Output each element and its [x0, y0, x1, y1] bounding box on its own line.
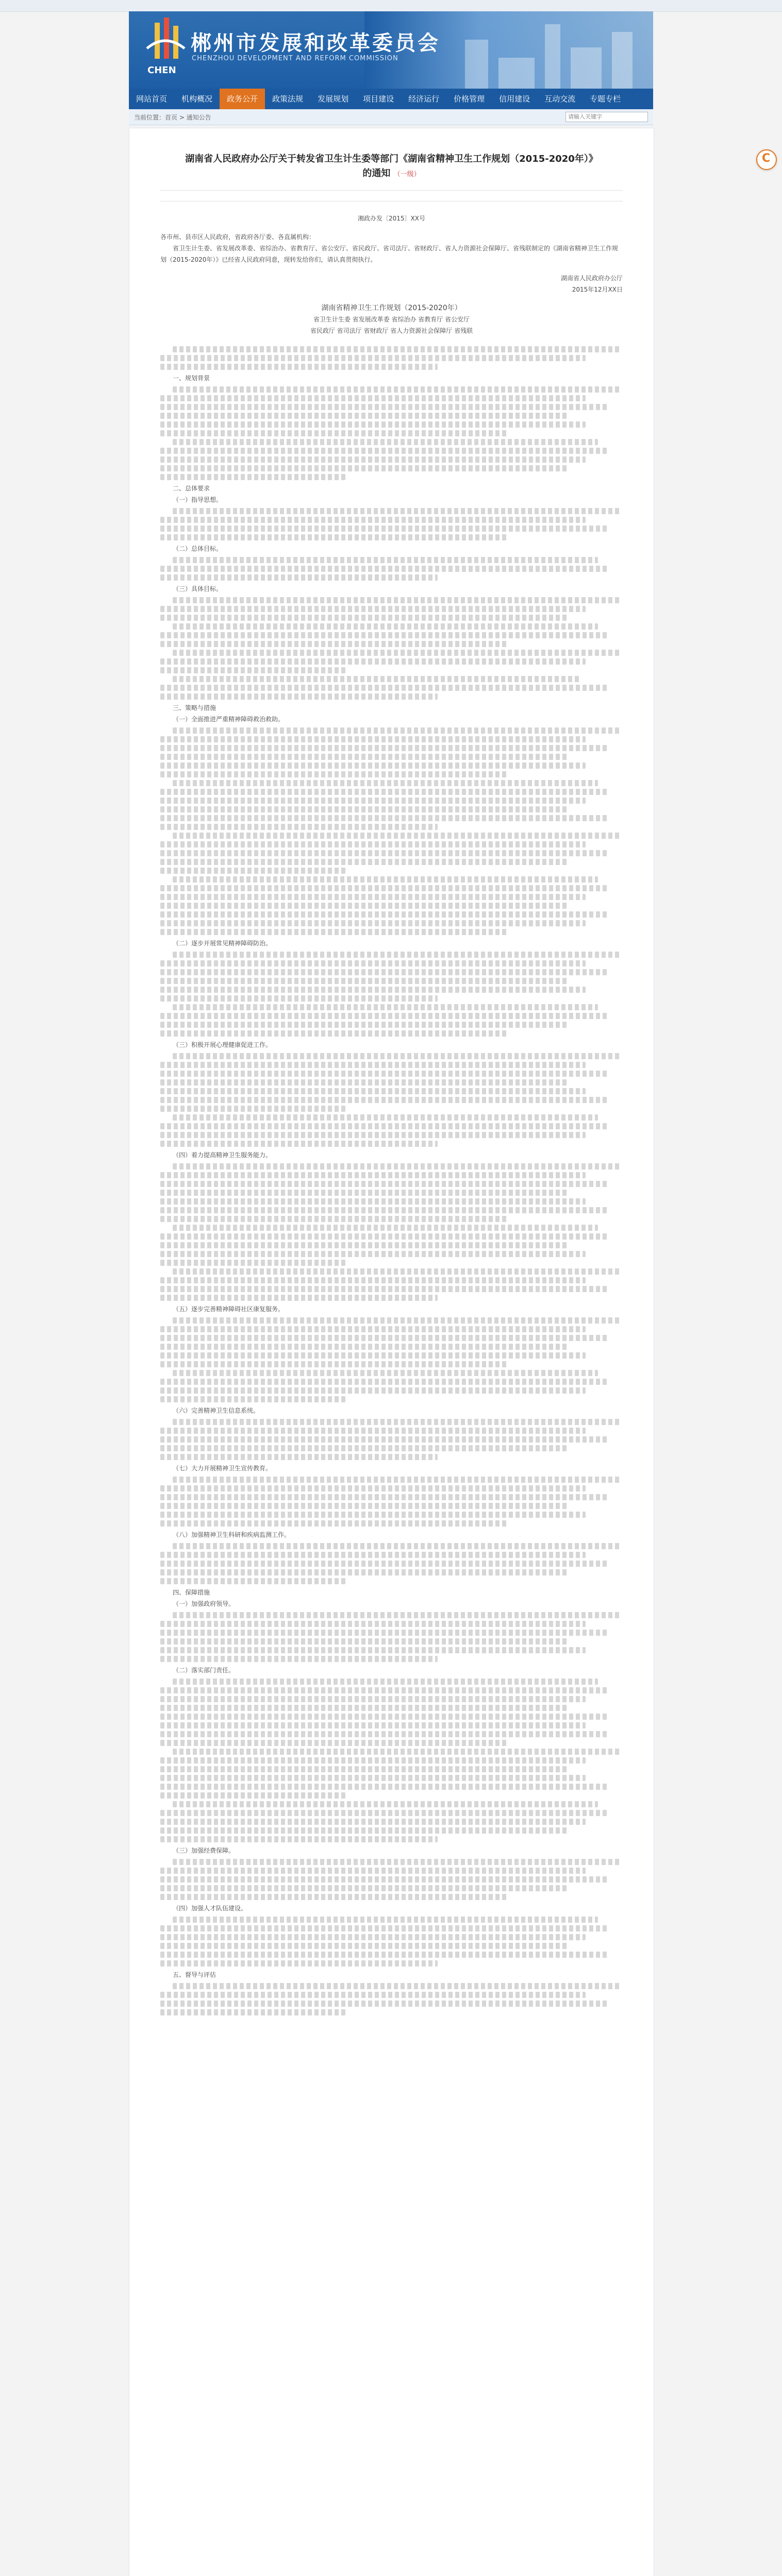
nav-item-credit[interactable]: 信用建设: [499, 94, 530, 104]
paragraph-line: [160, 1030, 507, 1037]
site-title: 郴州市发展和改革委员会: [191, 31, 440, 55]
salutation: 各市州、县市区人民政府，省政府各厅委、各直属机构：: [160, 233, 315, 241]
building-shape: [571, 47, 602, 89]
paragraph-line: [160, 1569, 567, 1575]
subsection-heading: （三）积极开展心理健康促进工作。: [173, 1041, 272, 1048]
plan-agencies-1: 省卫生计生委 省发展改革委 省综治办 省教育厅 省公安厅: [313, 316, 470, 323]
paragraph-line: [160, 960, 586, 967]
paragraph-line: [160, 1436, 609, 1443]
paragraph-line: [173, 1477, 621, 1483]
paragraph-line: [173, 1543, 621, 1549]
paragraph-line: [160, 762, 586, 769]
article-level-tag: （一级）: [393, 171, 421, 178]
paragraph-line: [160, 1097, 609, 1103]
paragraph-line: [160, 1621, 586, 1627]
paragraph-line: [160, 841, 586, 848]
paragraph-line: [160, 1784, 609, 1790]
subsection-heading: （三）加强经费保障。: [173, 1847, 235, 1854]
paragraph-line: [173, 1419, 621, 1425]
section-heading: 五、督导与评估: [173, 1971, 217, 1978]
paragraph-line: [160, 1141, 438, 1147]
paragraph-line: [160, 824, 438, 830]
subsection-heading: （一）指导思想。: [173, 496, 223, 503]
paragraph-line: [160, 1123, 609, 1129]
paragraph-line: [173, 1983, 621, 1989]
paragraph-line: [173, 623, 598, 630]
subsection-heading: （二）总体目标。: [173, 545, 223, 552]
paragraph-line: [160, 685, 609, 691]
paragraph-line: [160, 745, 609, 751]
paragraph-line: [160, 1088, 586, 1094]
paragraph-line: [160, 868, 345, 874]
section-heading: 四、保障措施: [173, 1589, 210, 1596]
paragraph-line: [160, 815, 609, 821]
article-card: [129, 128, 654, 2576]
floating-service-icon[interactable]: [756, 149, 777, 170]
article-meta-divider: [160, 190, 623, 201]
paragraph-line: [160, 920, 586, 926]
paragraph-line: [160, 456, 586, 463]
paragraph-line: [160, 1396, 345, 1402]
paragraph-line: [160, 693, 438, 700]
article-title-text: 湖南省人民政府办公厅关于转发省卫生计生委等部门《湖南省精神卫生工作规划（2015-2020年）》的通知: [185, 154, 598, 179]
paragraph-line: [173, 833, 621, 839]
paragraph-line: [173, 1801, 598, 1807]
paragraph-line: [173, 1370, 598, 1376]
paragraph-line: [160, 929, 507, 935]
section-heading: 三、策略与措施: [173, 704, 217, 711]
section-heading: 二、总体要求: [173, 485, 210, 492]
paragraph-line: [160, 1714, 609, 1720]
paragraph-line: [160, 1216, 507, 1222]
paragraph-line: [160, 736, 586, 742]
paragraph-line: [173, 727, 621, 734]
top-strip: [0, 0, 782, 12]
paragraph-line: [160, 430, 507, 436]
paragraph-line: [160, 1561, 609, 1567]
paragraph-line: [160, 969, 609, 975]
paragraph-line: [160, 1494, 609, 1500]
spacer: [160, 224, 623, 231]
paragraph-line: [160, 1181, 609, 1187]
paragraph-line: [160, 1638, 567, 1645]
paragraph-line: [160, 1454, 438, 1460]
building-shape: [545, 24, 560, 89]
paragraph-line: [160, 1190, 567, 1196]
paragraph-line: [160, 987, 586, 993]
breadcrumb[interactable]: 当前位置：首页 > 通知公告: [134, 113, 211, 121]
nav-item-planning[interactable]: 发展规划: [318, 94, 349, 104]
spacer: [160, 265, 623, 273]
logo-text: CHEN: [147, 65, 176, 76]
paragraph-line: [160, 1894, 507, 1900]
paragraph-line: [160, 1705, 567, 1711]
paragraph-line: [160, 1687, 609, 1693]
nav-item-topics[interactable]: 专题专栏: [590, 94, 621, 104]
paragraph-line: [160, 1512, 586, 1518]
paragraph-line: [160, 859, 567, 865]
paragraph-line: [160, 667, 345, 673]
paragraph-line: [160, 465, 567, 471]
paragraph-line: [160, 1766, 567, 1772]
breadcrumb-bar: [129, 109, 653, 125]
issue-date: 2015年12月XX日: [572, 286, 623, 293]
paragraph-line: [173, 508, 621, 514]
paragraph-line: [160, 1132, 586, 1138]
paragraph-line: [160, 789, 609, 795]
subsection-heading: （二）逐步开展常见精神障碍防治。: [173, 940, 272, 947]
nav-item-economy[interactable]: 经济运行: [408, 94, 440, 104]
paragraph-line: [160, 1925, 609, 1931]
paragraph-line: [160, 885, 609, 891]
paragraph-line: [160, 903, 567, 909]
subsection-heading: （七）大力开展精神卫生宣传教育。: [173, 1465, 272, 1472]
nav-item-policy[interactable]: 政策法规: [272, 94, 304, 104]
paragraph-line: [160, 1827, 567, 1834]
spacer: [160, 336, 623, 344]
paragraph-line: [160, 658, 586, 665]
paragraph-line: [160, 1022, 567, 1028]
paragraph-line: [160, 1810, 609, 1816]
paragraph-line: [160, 606, 586, 612]
paragraph-line: [160, 1552, 586, 1558]
paragraph-line: [173, 1612, 621, 1618]
paragraph-line: [160, 1071, 609, 1077]
site-logo-icon[interactable]: [144, 18, 186, 78]
paragraph-line: [160, 1242, 567, 1248]
paragraph-line: [160, 1722, 586, 1728]
paragraph-line: [160, 1428, 586, 1434]
spacer: [160, 295, 623, 302]
paragraph-line: [173, 1859, 621, 1865]
site-subtitle: CHENZHOU DEVELOPMENT AND REFORM COMMISSION: [192, 55, 398, 62]
paragraph-line: [173, 876, 598, 883]
paragraph-line: [160, 771, 507, 777]
paragraph-line: [160, 850, 609, 856]
paragraph-line: [173, 439, 598, 445]
paragraph-line: [160, 2009, 345, 2015]
paragraph-line: [160, 1277, 586, 1283]
paragraph-line: [160, 798, 586, 804]
paragraph-line: [173, 1268, 621, 1275]
paragraph-line: [160, 1106, 345, 1112]
nav-item-interaction[interactable]: 互动交流: [544, 94, 576, 104]
nav-item-about[interactable]: 机构概况: [181, 94, 213, 104]
article-body: [160, 213, 623, 2015]
paragraph-line: [160, 1260, 345, 1266]
paragraph-line: [160, 1934, 586, 1940]
paragraph-line: [173, 1317, 621, 1324]
paragraph-line: [160, 1286, 609, 1292]
paragraph-line: [160, 1013, 609, 1019]
paragraph-line: [160, 1251, 586, 1257]
paragraph-line: [160, 806, 567, 812]
paragraph-line: [160, 526, 609, 532]
paragraph-line: [160, 1647, 586, 1653]
paragraph-line: [160, 1775, 586, 1781]
paragraph-line: [160, 1198, 586, 1205]
paragraph-line: [173, 386, 621, 393]
plan-agencies-2: 省民政厅 省司法厅 省财政厅 省人力资源社会保障厅 省残联: [310, 327, 473, 334]
paragraph-line: [160, 1792, 345, 1799]
paragraph-line: [160, 995, 438, 1002]
paragraph-line: [160, 1207, 609, 1213]
paragraph-line: [160, 754, 567, 760]
paragraph-line: [160, 1503, 567, 1509]
signer: 湖南省人民政府办公厅: [560, 275, 623, 282]
paragraph-line: [173, 650, 621, 656]
paragraph-line: [160, 1295, 438, 1301]
paragraph-line: [160, 1696, 586, 1702]
subsection-heading: （八）加强精神卫生科研和疾病监测工作。: [173, 1531, 291, 1538]
nav-item-gov-info[interactable]: 政务公开: [220, 89, 265, 109]
paragraph-line: [160, 641, 507, 647]
paragraph-line: [160, 574, 438, 581]
paragraph-line: [173, 1917, 598, 1923]
building-shape: [612, 32, 633, 89]
site-header: [129, 11, 653, 89]
paragraph-line: [160, 1445, 567, 1451]
paragraph-line: [173, 1679, 598, 1685]
search-input[interactable]: [565, 112, 648, 122]
paragraph-line: [160, 1740, 507, 1746]
paragraph-line: [160, 1062, 586, 1068]
building-shape: [498, 58, 535, 89]
paragraph-line: [160, 2001, 609, 2007]
paragraph-line: [160, 1326, 586, 1332]
paragraph-line: [173, 1225, 598, 1231]
paragraph-line: [160, 1485, 586, 1492]
paragraph-line: [160, 566, 609, 572]
paragraph-line: [173, 1053, 621, 1059]
building-shape: [465, 40, 488, 89]
paragraph-line: [160, 1992, 586, 1998]
paragraph-line: [173, 676, 579, 682]
paragraph-line: [160, 632, 609, 638]
paragraph-line: [160, 474, 345, 480]
subsection-heading: （三）具体目标。: [173, 585, 223, 592]
paragraph-line: [160, 1960, 438, 1967]
paragraph-line: [160, 1233, 609, 1240]
section-heading: 一、规划背景: [173, 375, 210, 382]
nav-item-projects[interactable]: 项目建设: [363, 94, 394, 104]
paragraph-line: [160, 355, 586, 361]
paragraph-line: [160, 1344, 567, 1350]
paragraph-line: [173, 1163, 621, 1170]
intro-paragraph: 省卫生计生委、省发展改革委、省综治办、省教育厅、省公安厅、省民政厅、省司法厅、省财政厅、省人力资源社会保障厅、省残联制定的《湖南省精神卫生工作规划（2015-2020年）》已经省人民政府同意，现转发给你们，请认真贯彻执行。: [160, 245, 619, 263]
paragraph-line: [173, 1004, 598, 1010]
paragraph-line: [160, 404, 609, 410]
paragraph-line: [173, 952, 621, 958]
paragraph-line: [160, 1876, 609, 1883]
paragraph-line: [160, 448, 609, 454]
main-nav: [129, 89, 653, 109]
paragraph-line: [160, 894, 586, 900]
paragraph-line: [160, 1952, 609, 1958]
subsection-heading: （一）加强政府领导。: [173, 1600, 235, 1607]
subsection-heading: （四）加强人才队伍建设。: [173, 1905, 247, 1912]
paragraph-line: [160, 1656, 438, 1662]
paragraph-line: [160, 517, 586, 523]
paragraph-line: [160, 1520, 507, 1527]
paragraph-line: [160, 364, 438, 370]
doc-number: 湘政办发〔2015〕XX号: [358, 215, 425, 222]
paragraph-line: [160, 978, 567, 984]
paragraph-line: [160, 1361, 507, 1367]
paragraph-line: [160, 1836, 438, 1842]
subsection-heading: （二）落实部门责任。: [173, 1667, 235, 1674]
paragraph-line: [160, 911, 609, 918]
subsection-heading: （五）逐步完善精神障碍社区康复服务。: [173, 1306, 285, 1313]
subsection-heading: （六）完善精神卫生信息系统。: [173, 1407, 260, 1414]
paragraph-line: [160, 1079, 567, 1086]
subsection-heading: （一）全面推进严重精神障碍救治救助。: [173, 716, 285, 723]
paragraph-line: [160, 1868, 586, 1874]
paragraph-line: [173, 1114, 598, 1121]
paragraph-line: [160, 421, 586, 428]
paragraph-line: [173, 346, 621, 352]
paragraph-line: [173, 780, 598, 786]
paragraph-line: [160, 1731, 609, 1737]
nav-item-price[interactable]: 价格管理: [454, 94, 485, 104]
plan-title: 湖南省精神卫生工作规划（2015-2020年）: [321, 304, 462, 312]
paragraph-line: [160, 1630, 609, 1636]
paragraph-line: [160, 615, 567, 621]
subsection-heading: （四）着力提高精神卫生服务能力。: [173, 1151, 272, 1159]
paragraph-line: [160, 395, 586, 401]
paragraph-line: [173, 1749, 621, 1755]
paragraph-line: [160, 534, 507, 540]
paragraph-line: [160, 1335, 609, 1341]
paragraph-line: [160, 1885, 567, 1891]
nav-item-home[interactable]: 网站首页: [136, 94, 168, 104]
paragraph-line: [160, 1352, 586, 1359]
paragraph-line: [160, 1578, 345, 1584]
article-title: [181, 152, 602, 182]
paragraph-line: [160, 1172, 586, 1178]
paragraph-line: [160, 1819, 586, 1825]
paragraph-line: [160, 1943, 567, 1949]
paragraph-line: [160, 1379, 609, 1385]
paragraph-line: [160, 1387, 586, 1394]
paragraph-line: [160, 1757, 586, 1764]
paragraph-line: [173, 557, 598, 563]
paragraph-line: [173, 597, 621, 603]
paragraph-line: [160, 413, 567, 419]
